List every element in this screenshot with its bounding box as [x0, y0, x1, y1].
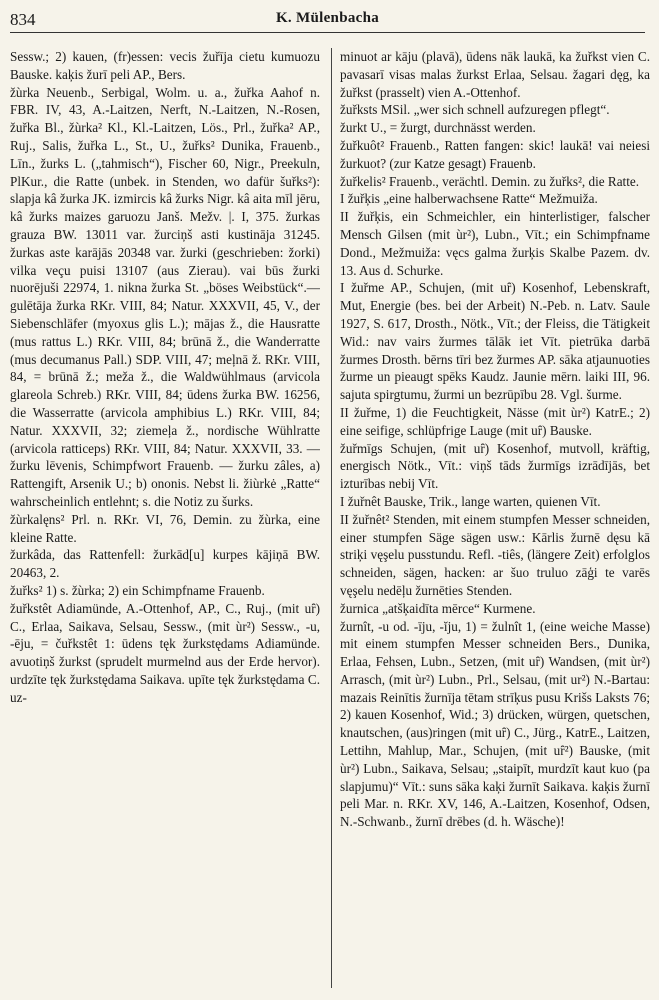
entry-zurkada: žurkâda, das Rattenfell: žurkād[u] kurpes kājiņā BW. 20463, 2. — [10, 547, 320, 581]
entry-zurnet-1: I žuřnêt Bauske, Trik., lange warten, quienen Vīt. — [340, 493, 601, 509]
entry-zurkalens: žùrkalęns² Prl. n. RKr. VI, 76, Demin. zu žùrka, eine kleine Ratte. — [10, 511, 320, 545]
entry-zurkis-1: I žuřķis „eine halberwachsene Ratte“ Mežmuiža. — [340, 191, 598, 207]
entry-zurmigs: žuřmīgs Schujen, (mit uȓ) Kosenhof, mutvoll, kräftig, energisch Nötk., Vīt.: viņš tāds žurmīgs izrādījās, bet izturības nebij Vīt. — [340, 440, 650, 492]
entry-zurkt: žurkt U., = žurgt, durchnässt werden. — [340, 120, 536, 136]
entry-zurka: žùrka Neuenb., Serbigal, Wolm. u. a., žuřka Aahof n. FBR. IV, 43, A.-Laitzen, Nerft, N.-Laitzen, N.-Rosen, žuřka Bl., žùrka² Kl., Kl.-Laitzen, Lös., Prl., žuřka² AP., Ruj., Salis, žuřka L., St., U., žuřks² Dunika, Frauenb., Līn., žurks L. („tahmisch“), Fischer 60, Nigr., Preekuln, PlKur., die Ratte (unbek. in Stenden, wo dafür šuřks²): slapja kâ žurka JK. izmircis kâ žurks Nigr. kâ aita mīl jēru, kâ žurks maizes garuozu Janš. Mežv. |. I, 375. žurkas grauza BW. 13011 var. žurciņš asti kustināja 31245. žurkas aste karājās 20348 var. žurki (geschrieben: žorki) vilka veçu puisi 13107 (aus Zierau). vai būs žurki nuorējuši 22974, 1. nikna žurka St. „böses Weibstück“.— gulētāja žurka RKr. VIII, 84; Natur. XXXVII, 45, V., der Siebenschläfer (myoxus glis L.); mājas ž., die Hausratte (mus rattus L.) RKr. VIII, 84; brūnā ž., die Wanderratte (mus decumanus Pall.) SDP. VIII, 47; meļnā ž. RKr. VIII, 84, = brūnā ž.; meža ž., die Waldwühlmaus (arvicola glareola Schreb.) RKr. VIII, 84; ūdens žurka BW. 16256, die Wasserratte (arvicola amphibius L.) RKr. VIII, 84; Natur. XXXVII, 32; ziemeļa ž., nordische Wühlratte (arvicola ratticeps) RKr. VIII, 84; Natur. XXXVII, 33. — žurku lēvenis, Schimpfwort Frauenb. — žurku zâles, a) Rattengift, Arsenik U.; b) ononis. Nebst li. žiùrkė „Ratte“ wahrscheinlich entlehnt; s. die Notiz zu šurks. — [10, 84, 320, 509]
entry-zurkis-2: II žuřķis, ein Schmeichler, ein hinterlistiger, falscher Mensch Gilsen (mit ùr²), Lubn., Vīt.; ein Schimpfname Dond., Mežmuiža: vęcs galma žurķis Skalbe Pazem. dv. 13. Aus d. Schurke. — [340, 209, 650, 278]
page-number: 834 — [10, 10, 36, 29]
entry-zurme-1: I žuřme AP., Schujen, (mit uȓ) Kosenhof, Lebenskraft, Mut, Energie (bes. bei der Arbeit) N.-Peb. n. Latv. Saule 1927, S. 617, Drosth., Nötk., Vīt.; der Fleiss, die Tätigkeit Wid.: nav vairs žurmes tālāk iet Vīt. pietrūka darbā žurmes Drosth. bērns tīri bez žurmes AP. sāka atjaunuoties žurme un pieaugt spēks Kaudz. Jaunie mērn. laiki III, 96. sajuta spirgtumu, žurmi un bezrūpību 28. Vgl. šurme. — [340, 280, 650, 403]
entry-zurnet-2: II žuřnêt² Stenden, mit einem stumpfen Messer schneiden, einer stumpfen Säge sägen usw.: Kārlis žurnē dęsu kā striķi vęşelu pusstundu. Refl. -tiês, (längere Zeit) erfolglos schneiden, sägen, hacken: ar šuo truluo zāģi te varēs vęşelu nedēļu žurnēties Stenden. — [340, 511, 650, 598]
entry-zurkuot: žuřkuôt² Frauenb., Ratten fangen: skic! laukā! vai neiesi žurkuot? (zur Katze gesagt) Frauenb. — [340, 137, 650, 171]
left-column — [10, 48, 320, 988]
entry-zurks: žuřks² 1) s. žùrka; 2) ein Schimpfname Frauenb. — [10, 582, 265, 598]
entry-zurnica: žurnica „atšķaidīta mērce“ Kurmene. — [340, 600, 536, 616]
entry-zurkstet-continuation: minuot ar kāju (plavā), ūdens nāk laukā, ka žuřkst vien C. pavasarī visas malas žurkst Erlaa, Selsau. žagari dęg, ka žuřkst (prasselt) vien A.-Ottenhof. — [340, 49, 650, 100]
page-header — [10, 8, 645, 33]
entry-zurksts: žuřksts MSil. „wer sich schnell aufzuregen pflegt“. — [340, 102, 610, 118]
running-head: K. Mülenbacha — [275, 10, 380, 26]
entry-zurnit: žurnît, -u od. -īju, -ĭju, 1) = žulnît 1, (eine weiche Masse) mit einem stumpfen Messer schneiden Bers., Dunika, Erlaa, Fehsen, Lubn., Setzen, (mit uȓ) Wandsen, (mit ùr²) Arrasch, (mit ùr²) Lubn., Prl., Selsau, (mit ur²) N.-Bartau: mazais Reinītis žurnīja tētam strīķus pusu Krišs Laksts 76; 2) kauen Kosenhof, Wid.; 3) drücken, würgen, quetschen, knautschen, (aus)ringen (mit uȓ) C., Jürg., KatrE., Laitzen, Lettihn, Mahlup, Mar., Schujen, (mit uȓ²) Bauske, (mit ùr²) Lubn., Saikava, Selsau; „staipīt, murdzīt kaut kuo (pa slapjumu)“ Vīt.: suns sāka kaķi žurnīt Saikava. kaķis žurnī peli Mar. n. RKr. XV, 146, A.-Laitzen, Kosenhof, Odsen, N.-Schwanb., žurnī drēbes (d. h. Wäsche)! — [340, 618, 650, 830]
column-divider — [331, 48, 332, 988]
entry-zurkelis: žuřkelis² Frauenb., verächtl. Demin. zu žuřks², die Ratte. — [340, 173, 640, 189]
entry-zurkstet: žuřkstêt Adiamünde, A.-Ottenhof, AP., C., Ruj., (mit uȓ) C., Erlaa, Saikava, Selsau, Sessw., (mit ùr²) Sessw., -u, -ēju, = čuřkstêt 1: ūdens tęk žurkstędams Adiamünde. avuotiņš žurkst (sprudelt murmelnd aus der Erde hervor). urdzīte tęk žurkstędama Saikava. upīte tęk žurkstędama C. uz- — [10, 600, 320, 705]
right-column — [340, 48, 650, 988]
entry-zurme-2: II žuřme, 1) die Feuchtigkeit, Nässe (mit ùr²) KatrE.; 2) eine seifige, schlüpfrige Lauge (mit uȓ) Bauske. — [340, 404, 650, 438]
entry-zurija-continuation: Sessw.; 2) kauen, (fr)essen: vecis žuřīja cietu kumuozu Bauske. kaķis žurī peli AP., Bers. — [10, 49, 320, 82]
